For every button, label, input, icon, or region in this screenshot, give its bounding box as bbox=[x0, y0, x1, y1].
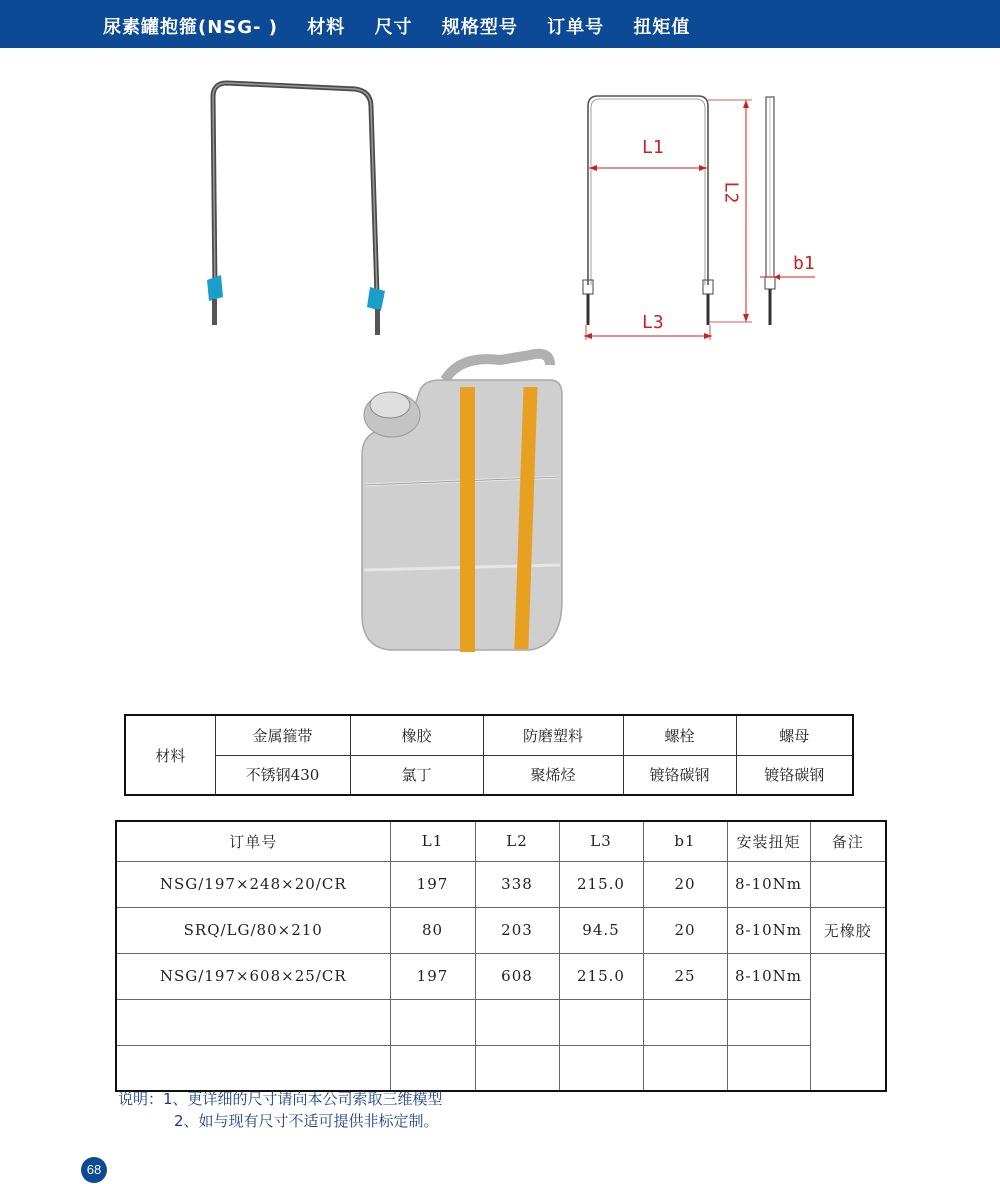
order-cell: 94.5 bbox=[559, 907, 643, 953]
label-l2: L2 bbox=[720, 181, 742, 204]
note-line-1: 说明：1、更详细的尺寸请向本公司索取三维模型 bbox=[118, 1090, 443, 1108]
material-header: 螺栓 bbox=[623, 715, 736, 755]
order-cell-remark bbox=[810, 861, 886, 907]
order-cell: NSG/197×608×25/CR bbox=[116, 953, 390, 999]
material-header: 橡胶 bbox=[350, 715, 483, 755]
product-title: 尿素罐抱箍(NSG- ) bbox=[103, 17, 278, 38]
table-row bbox=[116, 907, 886, 953]
material-header: 防磨塑料 bbox=[483, 715, 623, 755]
material-value: 氯丁 bbox=[350, 755, 483, 795]
header-title bbox=[103, 13, 712, 39]
order-cell bbox=[475, 1045, 559, 1091]
order-header: 备注 bbox=[810, 821, 886, 861]
order-cell bbox=[559, 1045, 643, 1091]
order-cell-remark bbox=[810, 953, 886, 1091]
material-header: 螺母 bbox=[736, 715, 853, 755]
order-cell: 25 bbox=[643, 953, 727, 999]
table-row bbox=[116, 861, 886, 907]
table-row bbox=[116, 1045, 886, 1091]
order-header: L2 bbox=[475, 821, 559, 861]
order-cell: 8-10Nm bbox=[727, 953, 810, 999]
order-header: b1 bbox=[643, 821, 727, 861]
order-cell: 608 bbox=[475, 953, 559, 999]
order-cell bbox=[116, 999, 390, 1045]
order-cell: 215.0 bbox=[559, 953, 643, 999]
order-cell: 20 bbox=[643, 907, 727, 953]
material-value: 不锈钢430 bbox=[215, 755, 350, 795]
material-value: 镀铬碳钢 bbox=[623, 755, 736, 795]
order-cell bbox=[643, 999, 727, 1045]
order-cell bbox=[390, 1045, 475, 1091]
label-l3: L3 bbox=[642, 312, 664, 333]
order-cell bbox=[643, 1045, 727, 1091]
clamp-render-image bbox=[195, 75, 395, 345]
header-item-spec: 规格型号 bbox=[441, 17, 518, 38]
order-header: L3 bbox=[559, 821, 643, 861]
order-cell bbox=[116, 1045, 390, 1091]
order-header: 安装扭矩 bbox=[727, 821, 810, 861]
order-cell bbox=[475, 999, 559, 1045]
order-cell: 197 bbox=[390, 861, 475, 907]
order-cell: SRQ/LG/80×210 bbox=[116, 907, 390, 953]
material-value: 镀铬碳钢 bbox=[736, 755, 853, 795]
material-row-label: 材料 bbox=[125, 715, 215, 795]
order-cell: 338 bbox=[475, 861, 559, 907]
order-table bbox=[115, 820, 887, 1092]
header-item-size: 尺寸 bbox=[374, 17, 413, 38]
material-value: 聚烯烃 bbox=[483, 755, 623, 795]
order-cell bbox=[727, 1045, 810, 1091]
header-item-order: 订单号 bbox=[547, 17, 605, 38]
material-header: 金属箍带 bbox=[215, 715, 350, 755]
side-view-drawing bbox=[760, 95, 820, 330]
order-header: 订单号 bbox=[116, 821, 390, 861]
notes bbox=[118, 1088, 443, 1132]
order-cell bbox=[390, 999, 475, 1045]
table-row bbox=[116, 999, 886, 1045]
order-cell: 197 bbox=[390, 953, 475, 999]
order-cell-remark: 无橡胶 bbox=[810, 907, 886, 953]
order-cell: NSG/197×248×20/CR bbox=[116, 861, 390, 907]
header-bar bbox=[0, 0, 1000, 48]
order-cell: 215.0 bbox=[559, 861, 643, 907]
order-cell: 8-10Nm bbox=[727, 861, 810, 907]
order-cell bbox=[559, 999, 643, 1045]
label-b1: b1 bbox=[793, 253, 815, 274]
order-cell: 80 bbox=[390, 907, 475, 953]
page-number: 68 bbox=[81, 1157, 107, 1183]
dimension-drawing bbox=[570, 90, 760, 340]
header-item-torque: 扭矩值 bbox=[633, 17, 691, 38]
urea-tank-image bbox=[350, 345, 590, 665]
note-line-2: 2、如与现有尺寸不适可提供非标定制。 bbox=[174, 1112, 439, 1130]
order-cell: 8-10Nm bbox=[727, 907, 810, 953]
order-cell: 20 bbox=[643, 861, 727, 907]
order-cell bbox=[727, 999, 810, 1045]
order-header: L1 bbox=[390, 821, 475, 861]
table-row bbox=[116, 953, 886, 999]
header-item-material: 材料 bbox=[307, 17, 346, 38]
material-table bbox=[124, 714, 854, 796]
label-l1: L1 bbox=[642, 137, 664, 158]
order-cell: 203 bbox=[475, 907, 559, 953]
